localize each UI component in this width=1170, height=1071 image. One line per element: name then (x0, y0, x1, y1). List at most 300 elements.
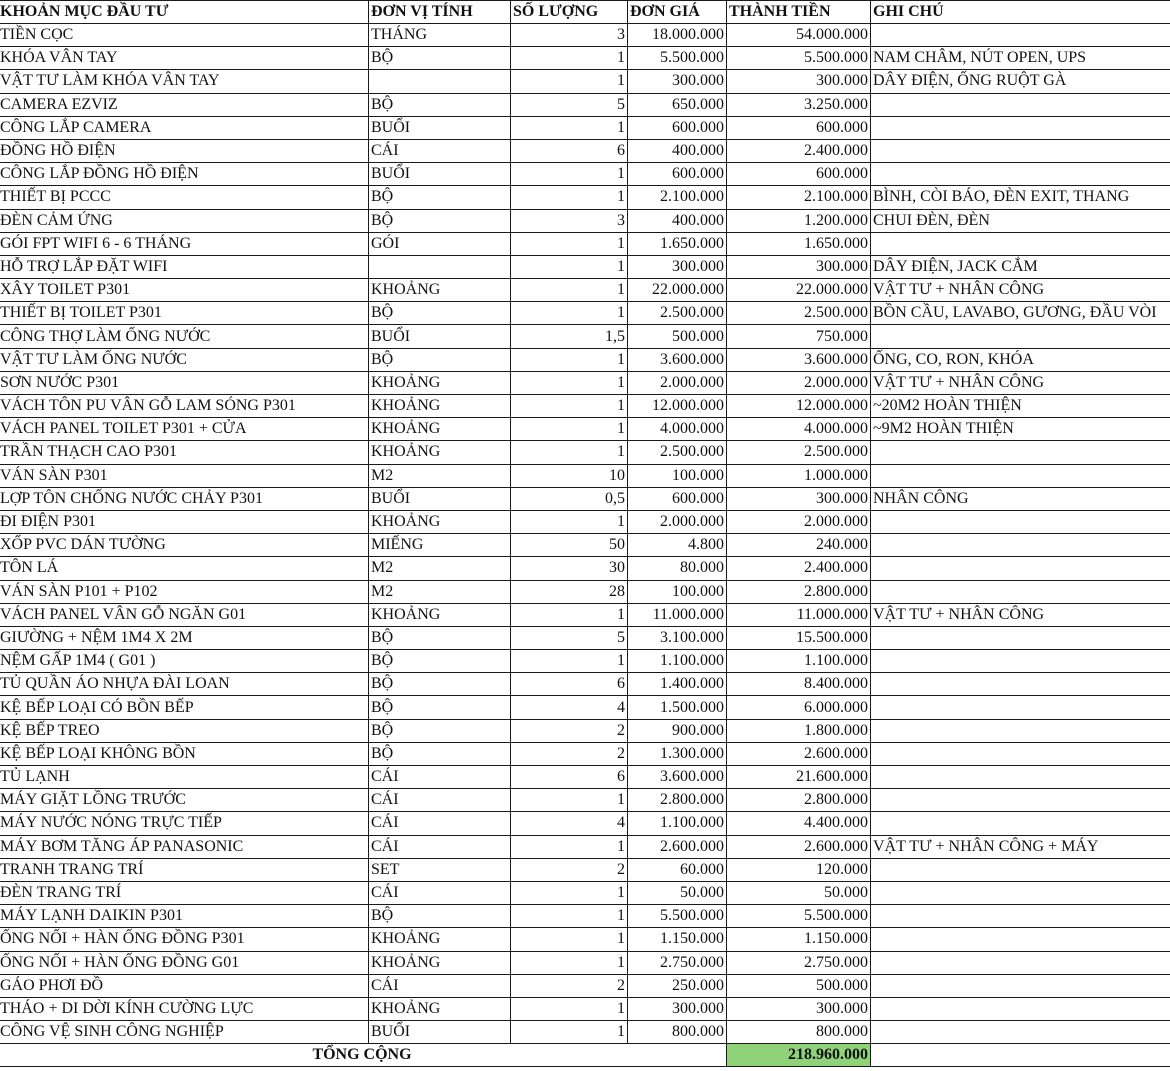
amount-cell[interactable]: 2.500.000 (727, 441, 871, 464)
item-cell[interactable]: GÓI FPT WIFI 6 - 6 THÁNG (0, 232, 369, 255)
unit-cell[interactable]: CÁI (369, 974, 511, 997)
note-cell[interactable] (871, 997, 1170, 1020)
quantity-cell[interactable]: 1 (511, 1021, 628, 1044)
note-cell[interactable]: DÂY ĐIỆN, JACK CẮM (871, 255, 1170, 278)
table-row (0, 603, 1170, 626)
item-cell[interactable]: VẬT TƯ LÀM ỐNG NƯỚC (0, 348, 369, 371)
item-cell[interactable]: THIẾT BỊ TOILET P301 (0, 302, 369, 325)
note-cell[interactable] (871, 881, 1170, 904)
unit-cell[interactable]: BỘ (369, 186, 511, 209)
unit-price-cell[interactable]: 50.000 (628, 881, 727, 904)
amount-cell[interactable]: 11.000.000 (727, 603, 871, 626)
note-cell[interactable]: VẬT TƯ + NHÂN CÔNG (871, 603, 1170, 626)
item-cell[interactable]: HỖ TRỢ LẮP ĐẶT WIFI (0, 255, 369, 278)
amount-cell[interactable]: 2.600.000 (727, 835, 871, 858)
amount-cell[interactable]: 240.000 (727, 534, 871, 557)
amount-cell[interactable]: 12.000.000 (727, 395, 871, 418)
quantity-cell[interactable]: 1 (511, 997, 628, 1020)
quantity-cell[interactable]: 28 (511, 580, 628, 603)
unit-price-cell[interactable]: 900.000 (628, 719, 727, 742)
unit-cell[interactable]: BUỔI (369, 325, 511, 348)
table-row (0, 47, 1170, 70)
note-cell[interactable] (871, 510, 1170, 533)
unit-price-cell[interactable]: 600.000 (628, 487, 727, 510)
unit-cell[interactable]: BỘ (369, 47, 511, 70)
quantity-cell[interactable]: 1 (511, 348, 628, 371)
header-unit-price[interactable]: ĐƠN GIÁ (628, 1, 727, 24)
quantity-cell[interactable]: 1 (511, 441, 628, 464)
amount-cell[interactable]: 800.000 (727, 1021, 871, 1044)
unit-cell[interactable]: M2 (369, 580, 511, 603)
quantity-cell[interactable]: 1 (511, 163, 628, 186)
quantity-cell[interactable]: 1 (511, 789, 628, 812)
unit-price-cell[interactable]: 1.150.000 (628, 928, 727, 951)
item-cell[interactable]: CAMERA EZVIZ (0, 93, 369, 116)
unit-cell[interactable]: KHOẢNG (369, 395, 511, 418)
table-body (0, 24, 1170, 1044)
note-cell[interactable] (871, 139, 1170, 162)
amount-cell[interactable]: 22.000.000 (727, 279, 871, 302)
quantity-cell[interactable]: 5 (511, 626, 628, 649)
amount-cell[interactable]: 3.600.000 (727, 348, 871, 371)
table-row (0, 1021, 1170, 1044)
quantity-cell[interactable]: 1 (511, 371, 628, 394)
item-cell[interactable]: TRẦN THẠCH CAO P301 (0, 441, 369, 464)
unit-price-cell[interactable]: 2.000.000 (628, 371, 727, 394)
quantity-cell[interactable]: 5 (511, 93, 628, 116)
table-row (0, 302, 1170, 325)
table-row (0, 163, 1170, 186)
item-cell[interactable]: MÁY BƠM TĂNG ÁP PANASONIC (0, 835, 369, 858)
amount-cell[interactable]: 2.800.000 (727, 580, 871, 603)
item-cell[interactable]: VÁCH TÔN PU VÂN GỖ LAM SÓNG P301 (0, 395, 369, 418)
unit-price-cell[interactable]: 4.800 (628, 534, 727, 557)
quantity-cell[interactable]: 30 (511, 557, 628, 580)
amount-cell[interactable]: 54.000.000 (727, 24, 871, 47)
amount-cell[interactable]: 2.500.000 (727, 302, 871, 325)
amount-cell[interactable]: 300.000 (727, 70, 871, 93)
unit-cell[interactable]: BỘ (369, 673, 511, 696)
item-cell[interactable]: VÁCH PANEL VÂN GỖ NGĂN G01 (0, 603, 369, 626)
amount-cell[interactable]: 15.500.000 (727, 626, 871, 649)
unit-cell[interactable]: BỘ (369, 696, 511, 719)
item-cell[interactable]: CÔNG LẮP CAMERA (0, 116, 369, 139)
unit-cell[interactable]: CÁI (369, 812, 511, 835)
item-cell[interactable]: XỐP PVC DÁN TƯỜNG (0, 534, 369, 557)
total-value[interactable]: 218.960.000 (727, 1044, 871, 1067)
note-cell[interactable] (871, 534, 1170, 557)
unit-cell[interactable]: GÓI (369, 232, 511, 255)
note-cell[interactable] (871, 719, 1170, 742)
unit-cell[interactable]: BỘ (369, 348, 511, 371)
item-cell[interactable]: VÁN SÀN P301 (0, 464, 369, 487)
header-item[interactable]: KHOẢN MỤC ĐẦU TƯ (0, 1, 369, 24)
amount-cell[interactable]: 300.000 (727, 255, 871, 278)
unit-cell[interactable]: BUỔI (369, 163, 511, 186)
item-cell[interactable]: ĐÈN CẢM ỨNG (0, 209, 369, 232)
quantity-cell[interactable]: 1 (511, 650, 628, 673)
table-row (0, 70, 1170, 93)
unit-price-cell[interactable]: 400.000 (628, 209, 727, 232)
unit-cell[interactable]: BỘ (369, 650, 511, 673)
quantity-cell[interactable]: 2 (511, 858, 628, 881)
quantity-cell[interactable]: 3 (511, 24, 628, 47)
quantity-cell[interactable]: 50 (511, 534, 628, 557)
unit-cell[interactable]: BUỔI (369, 116, 511, 139)
unit-cell[interactable]: KHOẢNG (369, 997, 511, 1020)
note-cell[interactable] (871, 24, 1170, 47)
unit-cell[interactable]: BỘ (369, 93, 511, 116)
quantity-cell[interactable]: 6 (511, 673, 628, 696)
quantity-cell[interactable]: 1 (511, 186, 628, 209)
item-cell[interactable]: ỐNG NỐI + HÀN ỐNG ĐỒNG G01 (0, 951, 369, 974)
note-cell[interactable]: VẬT TƯ + NHÂN CÔNG (871, 279, 1170, 302)
unit-cell[interactable]: CÁI (369, 789, 511, 812)
quantity-cell[interactable]: 1 (511, 395, 628, 418)
item-cell[interactable]: THIẾT BỊ PCCC (0, 186, 369, 209)
amount-cell[interactable]: 1.800.000 (727, 719, 871, 742)
unit-cell[interactable]: KHOẢNG (369, 418, 511, 441)
note-cell[interactable] (871, 742, 1170, 765)
item-cell[interactable]: SƠN NƯỚC P301 (0, 371, 369, 394)
unit-cell[interactable]: KHOẢNG (369, 279, 511, 302)
unit-cell[interactable]: BUỔI (369, 487, 511, 510)
amount-cell[interactable]: 1.150.000 (727, 928, 871, 951)
amount-cell[interactable]: 2.100.000 (727, 186, 871, 209)
item-cell[interactable]: XÂY TOILET P301 (0, 279, 369, 302)
quantity-cell[interactable]: 4 (511, 696, 628, 719)
unit-price-cell[interactable]: 100.000 (628, 464, 727, 487)
item-cell[interactable]: ĐÈN TRANG TRÍ (0, 881, 369, 904)
unit-price-cell[interactable]: 800.000 (628, 1021, 727, 1044)
note-cell[interactable] (871, 1021, 1170, 1044)
unit-price-cell[interactable]: 5.500.000 (628, 905, 727, 928)
table-row (0, 487, 1170, 510)
amount-cell[interactable]: 500.000 (727, 974, 871, 997)
unit-cell[interactable]: M2 (369, 557, 511, 580)
note-cell[interactable] (871, 858, 1170, 881)
note-cell[interactable]: NHÂN CÔNG (871, 487, 1170, 510)
item-cell[interactable]: CÔNG THỢ LÀM ỐNG NƯỚC (0, 325, 369, 348)
table-row (0, 881, 1170, 904)
note-cell[interactable] (871, 928, 1170, 951)
unit-cell[interactable]: KHOẢNG (369, 441, 511, 464)
table-row (0, 557, 1170, 580)
note-cell[interactable]: BÌNH, CÒI BÁO, ĐÈN EXIT, THANG (871, 186, 1170, 209)
quantity-cell[interactable]: 1,5 (511, 325, 628, 348)
unit-cell[interactable]: KHOẢNG (369, 951, 511, 974)
table-row (0, 93, 1170, 116)
item-cell[interactable]: GIƯỜNG + NỆM 1M4 X 2M (0, 626, 369, 649)
item-cell[interactable]: ỐNG NỐI + HÀN ỐNG ĐỒNG P301 (0, 928, 369, 951)
quantity-cell[interactable]: 1 (511, 279, 628, 302)
unit-cell[interactable]: SET (369, 858, 511, 881)
unit-price-cell[interactable]: 3.600.000 (628, 348, 727, 371)
note-cell[interactable] (871, 116, 1170, 139)
note-cell[interactable]: ~9M2 HOÀN THIỆN (871, 418, 1170, 441)
unit-price-cell[interactable]: 300.000 (628, 70, 727, 93)
unit-price-cell[interactable]: 250.000 (628, 974, 727, 997)
header-row (0, 1, 1170, 24)
unit-price-cell[interactable]: 650.000 (628, 93, 727, 116)
note-cell[interactable] (871, 673, 1170, 696)
unit-cell[interactable]: BỘ (369, 302, 511, 325)
unit-cell[interactable]: BỘ (369, 742, 511, 765)
unit-price-cell[interactable]: 12.000.000 (628, 395, 727, 418)
item-cell[interactable]: NỆM GẤP 1M4 ( G01 ) (0, 650, 369, 673)
note-cell[interactable] (871, 464, 1170, 487)
item-cell[interactable]: MÁY NƯỚC NÓNG TRỰC TIẾP (0, 812, 369, 835)
item-cell[interactable]: KỆ BẾP LOẠI CÓ BỒN BẾP (0, 696, 369, 719)
table-row (0, 139, 1170, 162)
unit-price-cell[interactable]: 3.100.000 (628, 626, 727, 649)
unit-cell[interactable]: CÁI (369, 766, 511, 789)
item-cell[interactable]: KỆ BẾP TREO (0, 719, 369, 742)
amount-cell[interactable]: 2.000.000 (727, 371, 871, 394)
item-cell[interactable]: TỦ LẠNH (0, 766, 369, 789)
quantity-cell[interactable]: 1 (511, 905, 628, 928)
unit-cell[interactable]: BỘ (369, 905, 511, 928)
unit-cell[interactable]: CÁI (369, 881, 511, 904)
item-cell[interactable]: MÁY LẠNH DAIKIN P301 (0, 905, 369, 928)
amount-cell[interactable]: 750.000 (727, 325, 871, 348)
unit-cell[interactable]: KHOẢNG (369, 510, 511, 533)
table-row (0, 279, 1170, 302)
unit-cell[interactable] (369, 255, 511, 278)
unit-price-cell[interactable]: 5.500.000 (628, 47, 727, 70)
amount-cell[interactable]: 600.000 (727, 116, 871, 139)
item-cell[interactable]: KHÓA VÂN TAY (0, 47, 369, 70)
table-row (0, 464, 1170, 487)
unit-price-cell[interactable]: 3.600.000 (628, 766, 727, 789)
amount-cell[interactable]: 2.750.000 (727, 951, 871, 974)
amount-cell[interactable]: 2.400.000 (727, 557, 871, 580)
note-cell[interactable]: BỒN CẦU, LAVABO, GƯƠNG, ĐẦU VÒI (871, 302, 1170, 325)
note-cell[interactable] (871, 441, 1170, 464)
quantity-cell[interactable]: 1 (511, 951, 628, 974)
amount-cell[interactable]: 2.000.000 (727, 510, 871, 533)
amount-cell[interactable]: 8.400.000 (727, 673, 871, 696)
unit-price-cell[interactable]: 400.000 (628, 139, 727, 162)
table-row (0, 812, 1170, 835)
note-cell[interactable] (871, 812, 1170, 835)
amount-cell[interactable]: 4.000.000 (727, 418, 871, 441)
unit-cell[interactable]: M2 (369, 464, 511, 487)
header-amount[interactable]: THÀNH TIỀN (727, 1, 871, 24)
amount-cell[interactable]: 21.600.000 (727, 766, 871, 789)
unit-price-cell[interactable]: 2.800.000 (628, 789, 727, 812)
unit-cell[interactable]: KHOẢNG (369, 928, 511, 951)
unit-price-cell[interactable]: 1.500.000 (628, 696, 727, 719)
note-cell[interactable]: ỐNG, CO, RON, KHÓA (871, 348, 1170, 371)
amount-cell[interactable]: 120.000 (727, 858, 871, 881)
quantity-cell[interactable]: 1 (511, 510, 628, 533)
unit-price-cell[interactable]: 4.000.000 (628, 418, 727, 441)
note-cell[interactable]: DÂY ĐIỆN, ỐNG RUỘT GÀ (871, 70, 1170, 93)
amount-cell[interactable]: 50.000 (727, 881, 871, 904)
item-cell[interactable]: VÁCH PANEL TOILET P301 + CỬA (0, 418, 369, 441)
quantity-cell[interactable]: 1 (511, 255, 628, 278)
total-note-cell[interactable] (871, 1044, 1170, 1067)
unit-price-cell[interactable]: 11.000.000 (628, 603, 727, 626)
item-cell[interactable]: LỢP TÔN CHỐNG NƯỚC CHẢY P301 (0, 487, 369, 510)
header-quantity[interactable]: SỐ LƯỢNG (511, 1, 628, 24)
quantity-cell[interactable]: 4 (511, 812, 628, 835)
unit-price-cell[interactable]: 2.500.000 (628, 302, 727, 325)
amount-cell[interactable]: 300.000 (727, 487, 871, 510)
table-row (0, 24, 1170, 47)
unit-cell[interactable]: KHOẢNG (369, 371, 511, 394)
unit-cell[interactable]: BUỔI (369, 1021, 511, 1044)
table-row (0, 325, 1170, 348)
unit-price-cell[interactable]: 600.000 (628, 116, 727, 139)
quantity-cell[interactable]: 1 (511, 881, 628, 904)
unit-cell[interactable]: CÁI (369, 139, 511, 162)
note-cell[interactable] (871, 580, 1170, 603)
amount-cell[interactable]: 5.500.000 (727, 47, 871, 70)
unit-price-cell[interactable]: 300.000 (628, 255, 727, 278)
table-row (0, 997, 1170, 1020)
note-cell[interactable]: ~20M2 HOÀN THIỆN (871, 395, 1170, 418)
unit-price-cell[interactable]: 600.000 (628, 163, 727, 186)
note-cell[interactable] (871, 325, 1170, 348)
quantity-cell[interactable]: 10 (511, 464, 628, 487)
note-cell[interactable] (871, 789, 1170, 812)
unit-price-cell[interactable]: 2.100.000 (628, 186, 727, 209)
quantity-cell[interactable]: 1 (511, 835, 628, 858)
unit-price-cell[interactable]: 1.650.000 (628, 232, 727, 255)
amount-cell[interactable]: 1.000.000 (727, 464, 871, 487)
unit-cell[interactable]: CÁI (369, 835, 511, 858)
quantity-cell[interactable]: 6 (511, 766, 628, 789)
quantity-cell[interactable]: 1 (511, 70, 628, 93)
item-cell[interactable]: CÔNG VỆ SINH CÔNG NGHIỆP (0, 1021, 369, 1044)
table-row (0, 395, 1170, 418)
quantity-cell[interactable]: 1 (511, 603, 628, 626)
item-cell[interactable]: TỦ QUẦN ÁO NHỰA ĐÀI LOAN (0, 673, 369, 696)
unit-price-cell[interactable]: 1.300.000 (628, 742, 727, 765)
note-cell[interactable] (871, 232, 1170, 255)
item-cell[interactable]: THÁO + DI DỜI KÍNH CƯỜNG LỰC (0, 997, 369, 1020)
item-cell[interactable]: TIỀN CỌC (0, 24, 369, 47)
quantity-cell[interactable]: 1 (511, 302, 628, 325)
item-cell[interactable]: ĐI ĐIỆN P301 (0, 510, 369, 533)
amount-cell[interactable]: 2.800.000 (727, 789, 871, 812)
note-cell[interactable]: VẬT TƯ + NHÂN CÔNG + MÁY (871, 835, 1170, 858)
quantity-cell[interactable]: 2 (511, 742, 628, 765)
quantity-cell[interactable]: 2 (511, 719, 628, 742)
unit-cell[interactable]: BỘ (369, 626, 511, 649)
quantity-cell[interactable]: 1 (511, 418, 628, 441)
unit-price-cell[interactable]: 1.400.000 (628, 673, 727, 696)
quantity-cell[interactable]: 1 (511, 116, 628, 139)
amount-cell[interactable]: 1.650.000 (727, 232, 871, 255)
unit-cell[interactable]: THÁNG (369, 24, 511, 47)
unit-price-cell[interactable]: 1.100.000 (628, 650, 727, 673)
unit-price-cell[interactable]: 80.000 (628, 557, 727, 580)
unit-price-cell[interactable]: 300.000 (628, 997, 727, 1020)
item-cell[interactable]: VẬT TƯ LÀM KHÓA VÂN TAY (0, 70, 369, 93)
header-note[interactable]: GHI CHÚ (871, 1, 1170, 24)
item-cell[interactable]: MÁY GIẶT LỒNG TRƯỚC (0, 789, 369, 812)
unit-price-cell[interactable]: 100.000 (628, 580, 727, 603)
note-cell[interactable] (871, 93, 1170, 116)
unit-price-cell[interactable]: 18.000.000 (628, 24, 727, 47)
amount-cell[interactable]: 2.400.000 (727, 139, 871, 162)
amount-cell[interactable]: 3.250.000 (727, 93, 871, 116)
item-cell[interactable]: TÔN LÁ (0, 557, 369, 580)
note-cell[interactable] (871, 626, 1170, 649)
quantity-cell[interactable]: 6 (511, 139, 628, 162)
unit-price-cell[interactable]: 2.750.000 (628, 951, 727, 974)
total-label[interactable]: TỔNG CỘNG (0, 1044, 727, 1067)
note-cell[interactable]: CHUI ĐÈN, ĐÈN (871, 209, 1170, 232)
item-cell[interactable]: VÁN SÀN P101 + P102 (0, 580, 369, 603)
amount-cell[interactable]: 2.600.000 (727, 742, 871, 765)
header-unit[interactable]: ĐƠN VỊ TÍNH (369, 1, 511, 24)
amount-cell[interactable]: 4.400.000 (727, 812, 871, 835)
unit-price-cell[interactable]: 2.500.000 (628, 441, 727, 464)
unit-cell[interactable]: MIẾNG (369, 534, 511, 557)
note-cell[interactable] (871, 650, 1170, 673)
note-cell[interactable]: VẬT TƯ + NHÂN CÔNG (871, 371, 1170, 394)
quantity-cell[interactable]: 1 (511, 47, 628, 70)
quantity-cell[interactable]: 1 (511, 232, 628, 255)
unit-price-cell[interactable]: 2.600.000 (628, 835, 727, 858)
unit-cell[interactable]: KHOẢNG (369, 603, 511, 626)
table-row (0, 371, 1170, 394)
note-cell[interactable] (871, 974, 1170, 997)
unit-price-cell[interactable]: 1.100.000 (628, 812, 727, 835)
quantity-cell[interactable]: 0,5 (511, 487, 628, 510)
note-cell[interactable] (871, 766, 1170, 789)
unit-cell[interactable] (369, 70, 511, 93)
table-row (0, 766, 1170, 789)
quantity-cell[interactable]: 2 (511, 974, 628, 997)
table-row (0, 928, 1170, 951)
unit-price-cell[interactable]: 500.000 (628, 325, 727, 348)
unit-price-cell[interactable]: 22.000.000 (628, 279, 727, 302)
note-cell[interactable]: NAM CHÂM, NÚT OPEN, UPS (871, 47, 1170, 70)
amount-cell[interactable]: 1.100.000 (727, 650, 871, 673)
item-cell[interactable]: GÁO PHƠI ĐỒ (0, 974, 369, 997)
amount-cell[interactable]: 6.000.000 (727, 696, 871, 719)
amount-cell[interactable]: 600.000 (727, 163, 871, 186)
unit-price-cell[interactable]: 2.000.000 (628, 510, 727, 533)
item-cell[interactable]: ĐỒNG HỒ ĐIỆN (0, 139, 369, 162)
item-cell[interactable]: TRANH TRANG TRÍ (0, 858, 369, 881)
quantity-cell[interactable]: 1 (511, 928, 628, 951)
unit-cell[interactable]: BỘ (369, 719, 511, 742)
item-cell[interactable]: CÔNG LẮP ĐỒNG HỒ ĐIỆN (0, 163, 369, 186)
note-cell[interactable] (871, 557, 1170, 580)
table-row (0, 858, 1170, 881)
note-cell[interactable] (871, 951, 1170, 974)
quantity-cell[interactable]: 3 (511, 209, 628, 232)
unit-cell[interactable]: BỘ (369, 209, 511, 232)
table-row (0, 255, 1170, 278)
note-cell[interactable] (871, 905, 1170, 928)
amount-cell[interactable]: 5.500.000 (727, 905, 871, 928)
amount-cell[interactable]: 1.200.000 (727, 209, 871, 232)
amount-cell[interactable]: 300.000 (727, 997, 871, 1020)
note-cell[interactable] (871, 163, 1170, 186)
unit-price-cell[interactable]: 60.000 (628, 858, 727, 881)
table-row (0, 673, 1170, 696)
item-cell[interactable]: KỆ BẾP LOẠI KHÔNG BỒN (0, 742, 369, 765)
table-row (0, 626, 1170, 649)
note-cell[interactable] (871, 696, 1170, 719)
